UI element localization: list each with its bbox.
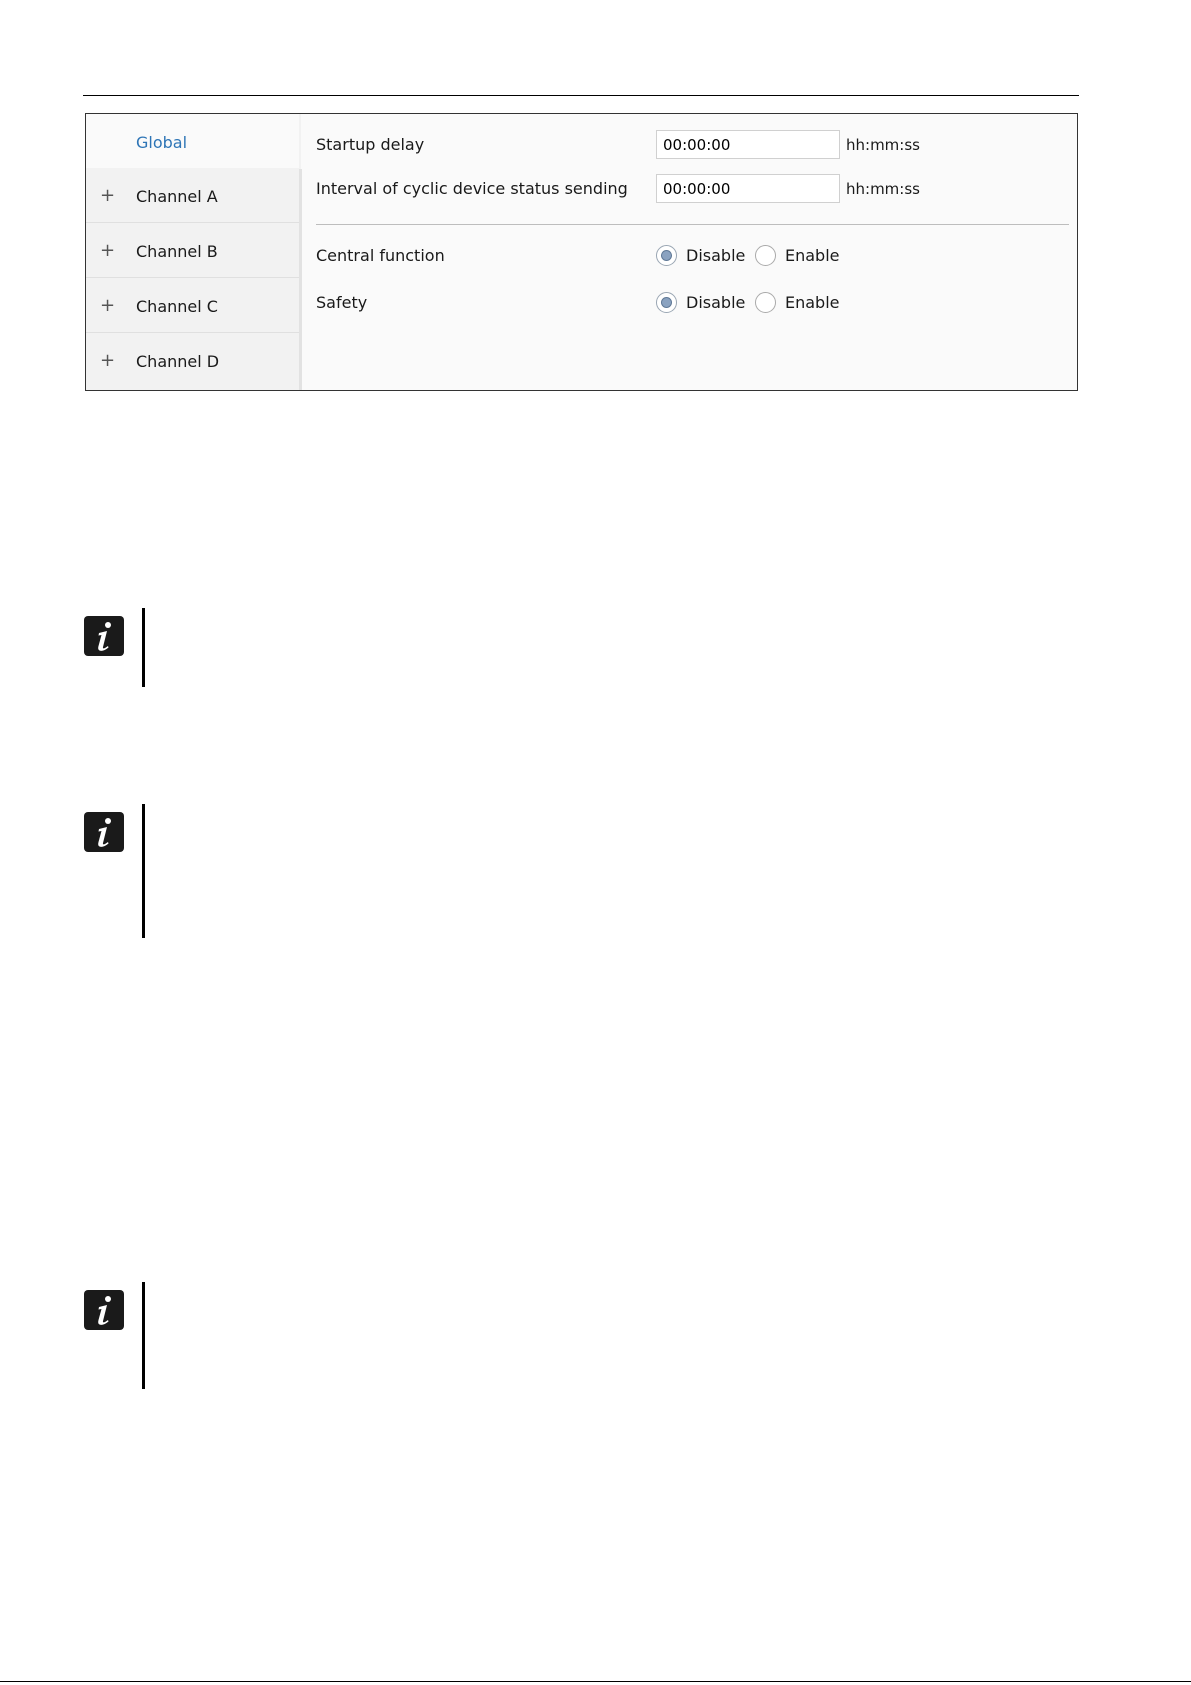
startup-delay-input[interactable] — [656, 130, 840, 159]
sidebar-item-label: Channel B — [136, 242, 218, 261]
startup-delay-unit: hh:mm:ss — [846, 136, 920, 154]
startup-delay-label: Startup delay — [316, 135, 425, 154]
footer-rule — [0, 1681, 1191, 1682]
central-function-disable-label[interactable]: Disable — [686, 246, 746, 265]
note-bar — [142, 608, 145, 687]
safety-enable-radio[interactable] — [755, 292, 776, 313]
parameter-panel — [85, 113, 1078, 391]
cyclic-interval-input[interactable] — [656, 174, 840, 203]
central-function-label: Central function — [316, 246, 445, 265]
header-rule — [83, 95, 1079, 96]
cyclic-interval-label: Interval of cyclic device status sending — [316, 179, 628, 198]
expand-icon[interactable]: + — [100, 295, 116, 316]
section-divider — [316, 224, 1069, 225]
safety-label: Safety — [316, 293, 368, 312]
note-bar — [142, 804, 145, 938]
info-icon — [84, 1290, 124, 1330]
sidebar-item-channel-a[interactable] — [86, 169, 299, 223]
note-bar — [142, 1282, 145, 1389]
central-function-disable-radio[interactable] — [656, 245, 677, 266]
central-function-enable-radio[interactable] — [755, 245, 776, 266]
sidebar-item-label: Channel C — [136, 297, 218, 316]
sidebar-item-label: Global — [136, 133, 188, 152]
central-function-enable-label[interactable]: Enable — [785, 246, 840, 265]
sidebar-item-label: Channel D — [136, 352, 220, 371]
sidebar-item-channel-b[interactable] — [86, 224, 299, 278]
cyclic-interval-unit: hh:mm:ss — [846, 180, 920, 198]
sidebar-item-channel-c[interactable] — [86, 279, 299, 333]
expand-icon[interactable]: + — [100, 185, 116, 206]
expand-icon[interactable]: + — [100, 350, 116, 371]
sidebar-item-channel-d[interactable] — [86, 334, 299, 388]
parameter-content — [301, 114, 1077, 390]
info-icon — [84, 616, 124, 656]
sidebar — [86, 114, 301, 390]
sidebar-item-global[interactable] — [86, 114, 299, 168]
safety-disable-radio[interactable] — [656, 292, 677, 313]
safety-enable-label[interactable]: Enable — [785, 293, 840, 312]
safety-disable-label[interactable]: Disable — [686, 293, 746, 312]
sidebar-item-label: Channel A — [136, 187, 218, 206]
info-icon — [84, 812, 124, 852]
expand-icon[interactable]: + — [100, 240, 116, 261]
